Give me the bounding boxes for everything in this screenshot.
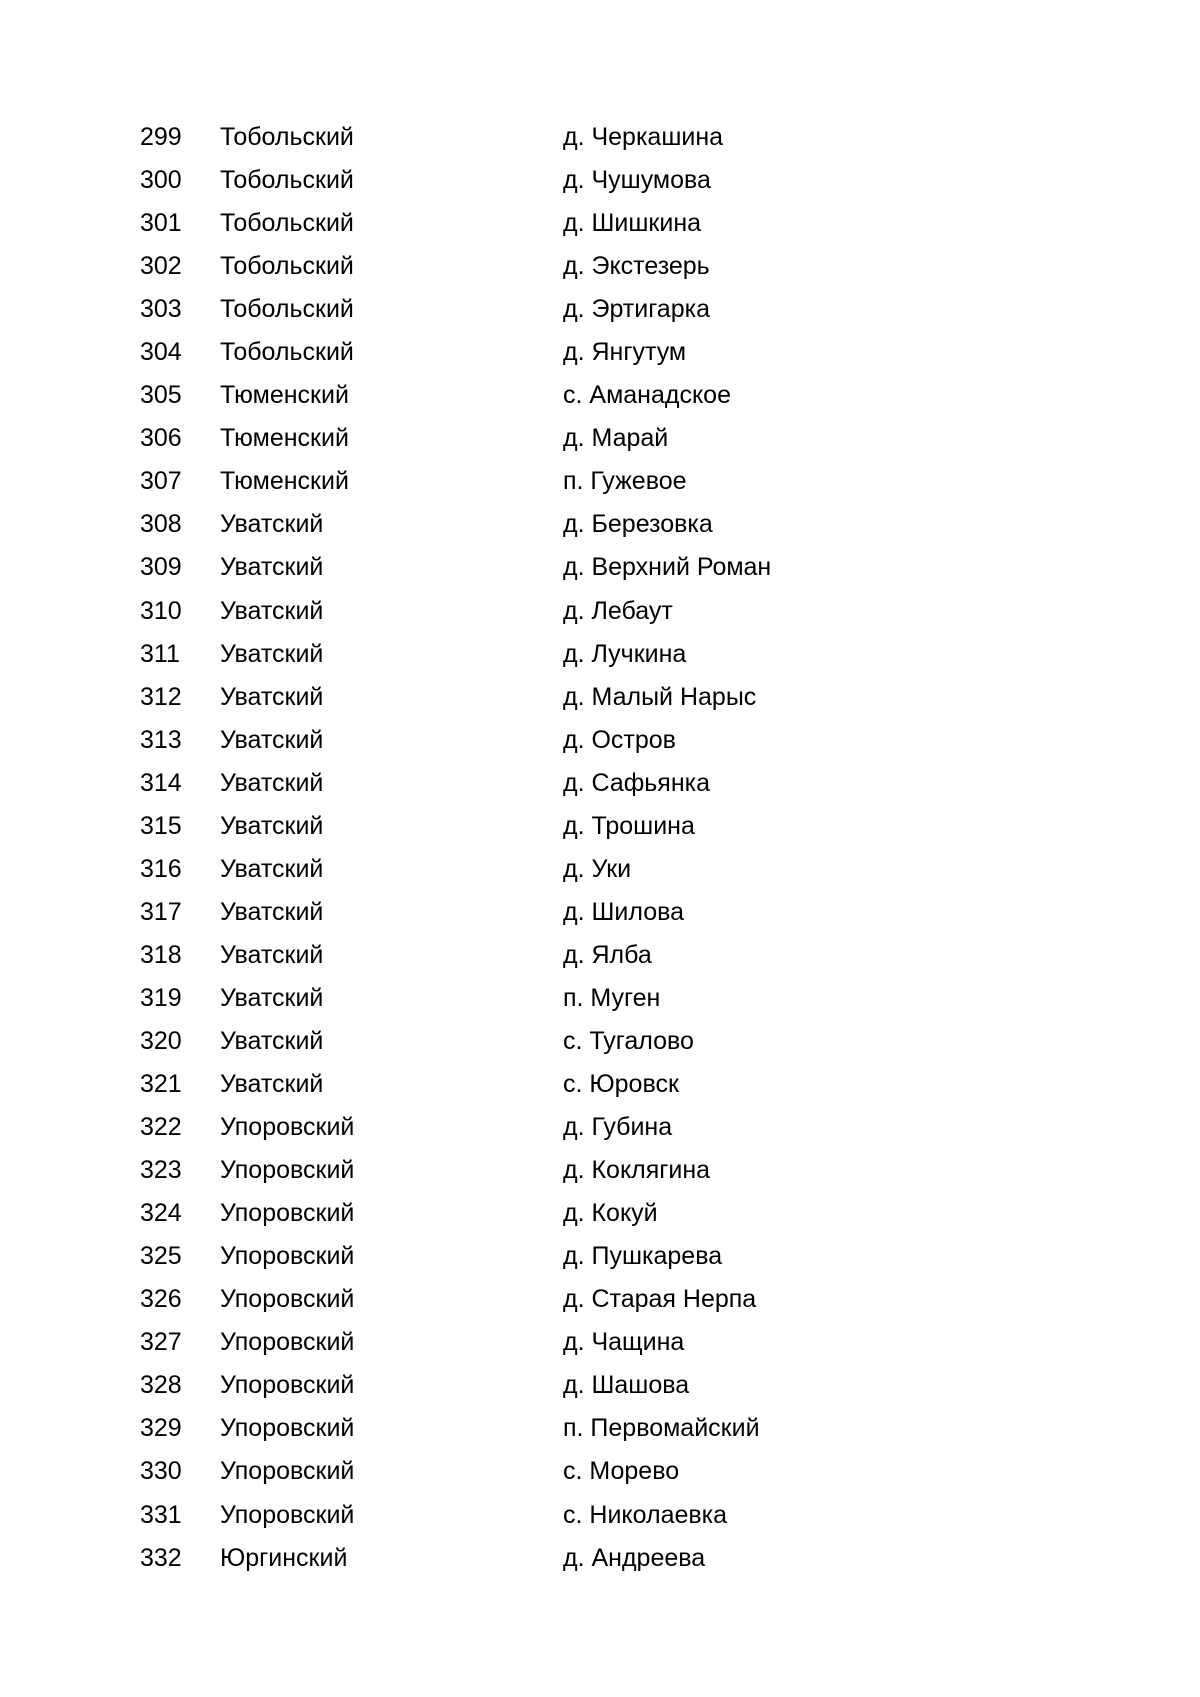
district-name: Юргинский xyxy=(220,1543,348,1572)
row-number: 312 xyxy=(140,682,182,711)
settlement-name: д. Малый Нарыс xyxy=(563,682,757,711)
district-name: Уватский xyxy=(220,897,324,926)
table-row xyxy=(0,1494,1200,1537)
table-row xyxy=(0,202,1200,245)
row-number: 309 xyxy=(140,553,182,582)
row-number: 332 xyxy=(140,1543,182,1572)
table-row xyxy=(0,546,1200,589)
table-row xyxy=(0,1364,1200,1407)
row-number: 307 xyxy=(140,467,182,496)
settlement-name: д. Марай xyxy=(563,424,669,453)
settlement-name: д. Пушкарева xyxy=(563,1242,723,1271)
table-row xyxy=(0,503,1200,546)
table-row xyxy=(0,1537,1200,1580)
row-number: 300 xyxy=(140,166,182,195)
settlement-name: д. Коклягина xyxy=(563,1156,711,1185)
row-number: 325 xyxy=(140,1242,182,1271)
table-row xyxy=(0,1278,1200,1321)
table-row xyxy=(0,762,1200,805)
table-row xyxy=(0,1407,1200,1450)
district-name: Уватский xyxy=(220,725,324,754)
table-row xyxy=(0,934,1200,977)
district-name: Тобольский xyxy=(220,123,354,151)
row-number: 301 xyxy=(140,209,182,238)
table-row xyxy=(0,977,1200,1020)
district-name: Упоровский xyxy=(220,1113,355,1142)
district-name: Тобольский xyxy=(220,166,354,195)
district-name: Тюменский xyxy=(220,467,349,496)
table-row xyxy=(0,590,1200,633)
settlement-name: д. Ялба xyxy=(563,940,652,969)
row-number: 317 xyxy=(140,897,182,926)
row-number: 303 xyxy=(140,295,182,324)
district-name: Уватский xyxy=(220,682,324,711)
settlement-name: д. Старая Нерпа xyxy=(563,1285,757,1314)
district-name: Упоровский xyxy=(220,1242,355,1271)
settlement-name: д. Экстезерь xyxy=(563,252,710,281)
settlement-name: с. Морево xyxy=(563,1457,680,1486)
district-name: Уватский xyxy=(220,1070,324,1099)
table-row xyxy=(0,1063,1200,1106)
table-row xyxy=(0,848,1200,891)
settlement-name: п. Гужевое xyxy=(563,467,687,496)
settlement-name: д. Сафьянка xyxy=(563,768,711,797)
settlement-name: д. Остров xyxy=(563,725,676,754)
table-row xyxy=(0,1235,1200,1278)
table-row xyxy=(0,1106,1200,1149)
settlement-name: д. Трошина xyxy=(563,811,695,840)
table-row xyxy=(0,676,1200,719)
table-row xyxy=(0,1020,1200,1063)
row-number: 299 xyxy=(140,123,182,151)
table-row xyxy=(0,159,1200,202)
settlement-name: д. Лучкина xyxy=(563,639,687,668)
table-row xyxy=(0,460,1200,503)
row-number: 324 xyxy=(140,1199,182,1228)
table-row xyxy=(0,288,1200,331)
settlement-name: д. Кокуй xyxy=(563,1199,658,1228)
table-row xyxy=(0,719,1200,762)
settlement-name: с. Юровск xyxy=(563,1070,679,1099)
row-number: 304 xyxy=(140,338,182,367)
settlement-name: д. Чушумова xyxy=(563,166,711,195)
settlement-name: д. Эртигарка xyxy=(563,295,710,324)
district-name: Тюменский xyxy=(220,424,349,453)
district-name: Тобольский xyxy=(220,338,354,367)
settlement-name: д. Верхний Роман xyxy=(563,553,772,582)
row-number: 323 xyxy=(140,1156,182,1185)
settlement-name: п. Первомайский xyxy=(563,1414,760,1443)
settlement-name: с. Николаевка xyxy=(563,1500,728,1529)
district-name: Уватский xyxy=(220,510,324,539)
settlement-name: д. Чащина xyxy=(563,1328,685,1357)
district-name: Упоровский xyxy=(220,1285,355,1314)
row-number: 330 xyxy=(140,1457,182,1486)
district-name: Упоровский xyxy=(220,1328,355,1357)
settlement-name: д. Шашова xyxy=(563,1371,690,1400)
table-row xyxy=(0,374,1200,417)
district-name: Уватский xyxy=(220,1026,324,1055)
row-number: 328 xyxy=(140,1371,182,1400)
table-row xyxy=(0,1192,1200,1235)
row-number: 315 xyxy=(140,811,182,840)
settlement-name: д. Андреева xyxy=(563,1543,706,1572)
settlement-name: д. Лебаут xyxy=(563,596,673,625)
row-number: 311 xyxy=(140,639,180,668)
row-number: 310 xyxy=(140,596,182,625)
district-name: Упоровский xyxy=(220,1371,355,1400)
settlement-name: п. Муген xyxy=(563,983,661,1012)
district-name: Упоровский xyxy=(220,1500,355,1529)
row-number: 327 xyxy=(140,1328,182,1357)
district-name: Уватский xyxy=(220,553,324,582)
table-row xyxy=(0,805,1200,848)
district-name: Тобольский xyxy=(220,209,354,238)
row-number: 319 xyxy=(140,983,182,1012)
row-number: 321 xyxy=(140,1070,182,1099)
row-number: 320 xyxy=(140,1026,182,1055)
row-number: 318 xyxy=(140,940,182,969)
district-name: Тобольский xyxy=(220,252,354,281)
row-number: 331 xyxy=(140,1500,182,1529)
table-row xyxy=(0,116,1200,159)
row-number: 313 xyxy=(140,725,182,754)
settlement-name: с. Тугалово xyxy=(563,1026,694,1055)
row-number: 306 xyxy=(140,424,182,453)
table-row xyxy=(0,331,1200,374)
row-number: 326 xyxy=(140,1285,182,1314)
settlement-name: д. Шишкина xyxy=(563,209,702,238)
district-name: Уватский xyxy=(220,768,324,797)
settlement-name: д. Янгутум xyxy=(563,338,687,367)
table-row xyxy=(0,891,1200,934)
row-number: 329 xyxy=(140,1414,182,1443)
district-name: Упоровский xyxy=(220,1414,355,1443)
table-row xyxy=(0,1321,1200,1364)
district-name: Уватский xyxy=(220,940,324,969)
district-name: Уватский xyxy=(220,854,324,883)
row-number: 314 xyxy=(140,768,182,797)
district-name: Уватский xyxy=(220,639,324,668)
district-name: Упоровский xyxy=(220,1199,355,1228)
settlement-name: д. Черкашина xyxy=(563,123,724,151)
settlement-name: д. Шилова xyxy=(563,897,685,926)
table-row xyxy=(0,1149,1200,1192)
row-number: 308 xyxy=(140,510,182,539)
settlement-name: д. Уки xyxy=(563,854,632,883)
district-name: Упоровский xyxy=(220,1457,355,1486)
row-number: 316 xyxy=(140,854,182,883)
district-name: Уватский xyxy=(220,811,324,840)
table-row xyxy=(0,1450,1200,1493)
table-row xyxy=(0,417,1200,460)
row-number: 305 xyxy=(140,381,182,410)
table-row xyxy=(0,633,1200,676)
district-name: Тобольский xyxy=(220,295,354,324)
district-name: Упоровский xyxy=(220,1156,355,1185)
settlements-table xyxy=(0,116,1200,1580)
settlement-name: с. Аманадское xyxy=(563,381,731,410)
row-number: 302 xyxy=(140,252,182,281)
district-name: Тюменский xyxy=(220,381,349,410)
table-row xyxy=(0,245,1200,288)
district-name: Уватский xyxy=(220,596,324,625)
settlement-name: д. Губина xyxy=(563,1113,673,1142)
district-name: Уватский xyxy=(220,983,324,1012)
settlement-name: д. Березовка xyxy=(563,510,713,539)
row-number: 322 xyxy=(140,1113,182,1142)
